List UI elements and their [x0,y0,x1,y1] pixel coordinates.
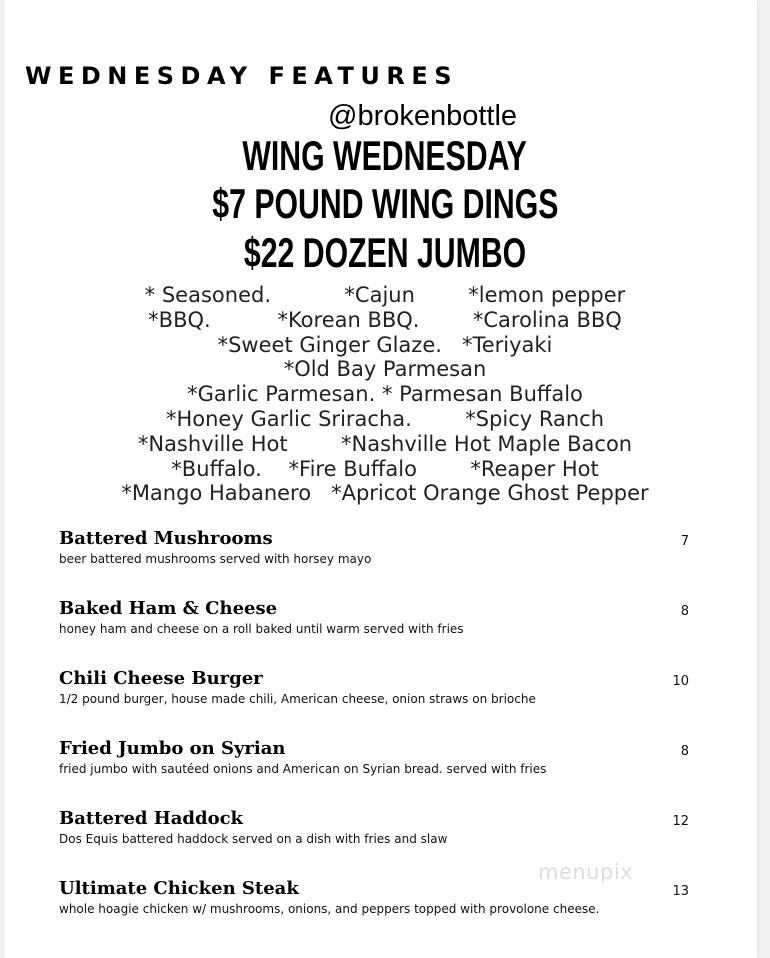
social-handle: @brokenbottle [328,100,518,132]
item-name: Ultimate Chicken Steak [59,878,299,899]
item-name: Battered Haddock [59,808,244,829]
item-description: Dos Equis battered haddock served on a dish with fries and slaw [59,832,448,846]
item-name: Fried Jumbo on Syrian [59,738,286,759]
flavor-line: *Sweet Ginger Glaze. *Teriyaki [217,332,553,357]
flavor-line: * Seasoned. *Cajun *lemon pepper [144,283,626,307]
item-description: whole hoagie chicken w/ mushrooms, onions, and peppers topped with provolone cheese. [59,902,600,916]
menu-item-battered-haddock [59,808,689,846]
item-price: 8 [680,744,689,759]
item-price: 7 [680,534,689,549]
item-name: Chili Cheese Burger [59,668,263,689]
item-description: fried jumbo with sautéed onions and American on Syrian bread. served with fries [59,762,547,776]
item-price: 8 [680,604,689,619]
item-description: beer battered mushrooms served with horsey mayo [59,552,372,566]
promo-headline-dozen-jumbo: $22 DOZEN JUMBO [243,229,527,276]
item-price: 12 [672,814,689,829]
watermark-logo: menupix [538,860,634,884]
flavor-list [0,283,770,506]
flavor-line: *Mango Habanero *Apricot Orange Ghost Pepper [121,481,649,506]
flavor-line: *Garlic Parmesan. * Parmesan Buffalo [187,382,583,407]
page-title: WEDNESDAY FEATURES [25,62,459,90]
flavor-line: *Nashville Hot *Nashville Hot Maple Bacon [137,431,633,456]
flavor-line: *Old Bay Parmesan [283,357,487,382]
item-description: 1/2 pound burger, house made chili, American cheese, onion straws on brioche [59,692,536,706]
menu-item-fried-jumbo-on-syrian [59,738,689,776]
menu-item-chili-cheese-burger [59,668,689,706]
flavor-line: *BBQ. *Korean BBQ. *Carolina BBQ [148,307,622,332]
promo-headline-wing-wednesday: WING WEDNESDAY [242,132,528,179]
menu-item-battered-mushrooms [59,528,689,566]
item-name: Battered Mushrooms [59,528,273,549]
promo-headline-wing-dings: $7 POUND WING DINGS [211,180,559,227]
item-name: Baked Ham & Cheese [59,598,278,619]
menu-item-baked-ham-cheese [59,598,689,636]
flavor-line: *Buffalo. *Fire Buffalo *Reaper Hot [171,456,599,481]
item-description: honey ham and cheese on a roll baked until warm served with fries [59,622,464,636]
item-price: 13 [672,884,689,899]
item-price: 10 [672,674,689,689]
flavor-line: *Honey Garlic Sriracha. *Spicy Ranch [165,406,605,431]
